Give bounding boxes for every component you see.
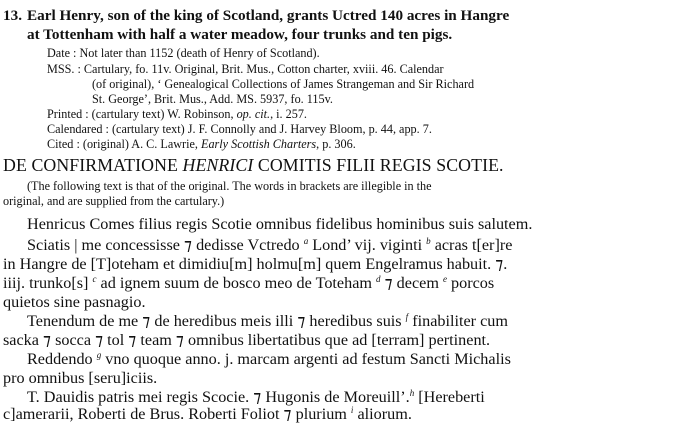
charter-line-2: [27, 237, 512, 253]
charter-line-10-a: T. Dauidis patris mei regis Scocie. ⁊ Hugonis de Moreuill’.: [27, 388, 410, 406]
charter-line-11: [3, 406, 412, 422]
charter-line-4: [3, 275, 494, 291]
meta-calendared: Calendared : (cartulary text) J. F. Connolly and J. Harvey Bloom, p. 44, app. 7.: [47, 122, 432, 136]
charter-line-8-a: Reddendo: [27, 350, 97, 368]
meta-cited-text: Cited : (original) A. C. Lawrie,: [47, 137, 202, 151]
meta-cited: [47, 138, 356, 150]
meta-cited-text-end: , p. 306.: [316, 137, 356, 151]
editorial-note-line-1: (The following text is that of the original. The words in brackets are illegible in the: [27, 179, 432, 193]
charter-title-italic: HENRICI: [182, 155, 254, 175]
charter-line-11-a: c]amerarii, Roberti de Brus. Roberti Foliot ⁊ plurium: [3, 405, 351, 423]
entry-number: 13.: [3, 7, 22, 24]
footnote-mark-a: a: [303, 235, 309, 246]
charter-line-11-b: aliorum.: [353, 405, 412, 423]
charter-line-10-b: [Hereberti: [414, 388, 485, 406]
charter-line-4-d: porcos: [446, 274, 495, 292]
meta-printed-text: Printed : (cartulary text) W. Robinson,: [47, 107, 237, 121]
footnote-mark-b: b: [426, 235, 431, 246]
footnote-mark-g: g: [96, 349, 102, 360]
charter-line-9: pro omnibus [seru]iciis.: [3, 369, 158, 387]
meta-printed: [47, 108, 307, 120]
footnote-mark-i: i: [350, 404, 354, 415]
footnote-mark-d: d: [376, 273, 381, 284]
charter-title: [3, 157, 504, 175]
charter-line-6-a: Tenendum de me ⁊ de heredibus meis illi ⁊ heredibus suis: [27, 312, 406, 330]
footnote-mark-c: c: [92, 273, 97, 284]
charter-line-8-b: vno quoque anno. j. marcam argenti ad festum Sancti Michalis: [101, 350, 511, 368]
charter-line-10: [27, 389, 485, 405]
charter-line-1: Henricus Comes filius regis Scotie omnibus fidelibus hominibus suis salutem.: [27, 215, 533, 233]
charter-line-3: in Hangre de [T]oteham et dimidiu[m] holmu[m] quem Engelramus habuit. ⁊.: [3, 255, 508, 273]
entry-heading-line-1: Earl Henry, son of the king of Scotland, grants Uctred 140 acres in Hangre: [27, 7, 510, 24]
editorial-note-line-2: original, and are supplied from the cartulary.): [3, 194, 225, 208]
charter-line-2-b: Lond’ vij. viginti: [308, 236, 427, 254]
charter-line-4-b: ad ignem suum de bosco meo de Toteham: [96, 274, 377, 292]
charter-line-7: sacka ⁊ socca ⁊ tol ⁊ team ⁊ omnibus libertatibus que ad [terram] pertinent.: [3, 331, 491, 349]
charter-line-2-c: acras t[er]re: [430, 236, 513, 254]
meta-date: Date : Not later than 1152 (death of Henry of Scotland).: [47, 46, 320, 60]
meta-cited-italic: Early Scottish Charters: [201, 137, 317, 151]
charter-line-6: [27, 313, 508, 329]
charter-line-2-a: Sciatis | me concessisse ⁊ dedisse Vctredo: [27, 236, 304, 254]
meta-mss-line-1: MSS. : Cartulary, fo. 11v. Original, Brit. Mus., Cotton charter, xviii. 46. Calendar: [47, 62, 444, 76]
footnote-mark-f: f: [405, 311, 409, 322]
charter-line-8: [27, 351, 511, 367]
charter-line-4-c: ⁊ decem: [380, 274, 443, 292]
meta-mss-line-2: (of original), ‘ Genealogical Collections of James Strangeman and Sir Richard: [92, 77, 475, 91]
meta-mss-line-3: St. George’, Brit. Mus., Add. MS. 5937, fo. 115v.: [92, 92, 333, 106]
charter-line-4-a: iiij. trunko[s]: [3, 274, 93, 292]
meta-printed-italic: op. cit.: [236, 107, 271, 121]
footnote-mark-e: e: [442, 273, 447, 284]
charter-title-b: COMITIS FILII REGIS SCOTIE.: [253, 155, 504, 175]
charter-line-5: quietos sine pasnagio.: [3, 293, 146, 311]
charter-title-a: DE CONFIRMATIONE: [3, 155, 183, 175]
entry-heading-line-2: at Tottenham with half a water meadow, four trunks and ten pigs.: [27, 26, 453, 43]
meta-printed-text-end: , i. 257.: [270, 107, 307, 121]
footnote-mark-h: h: [409, 387, 415, 398]
charter-line-6-b: finabiliter cum: [408, 312, 508, 330]
